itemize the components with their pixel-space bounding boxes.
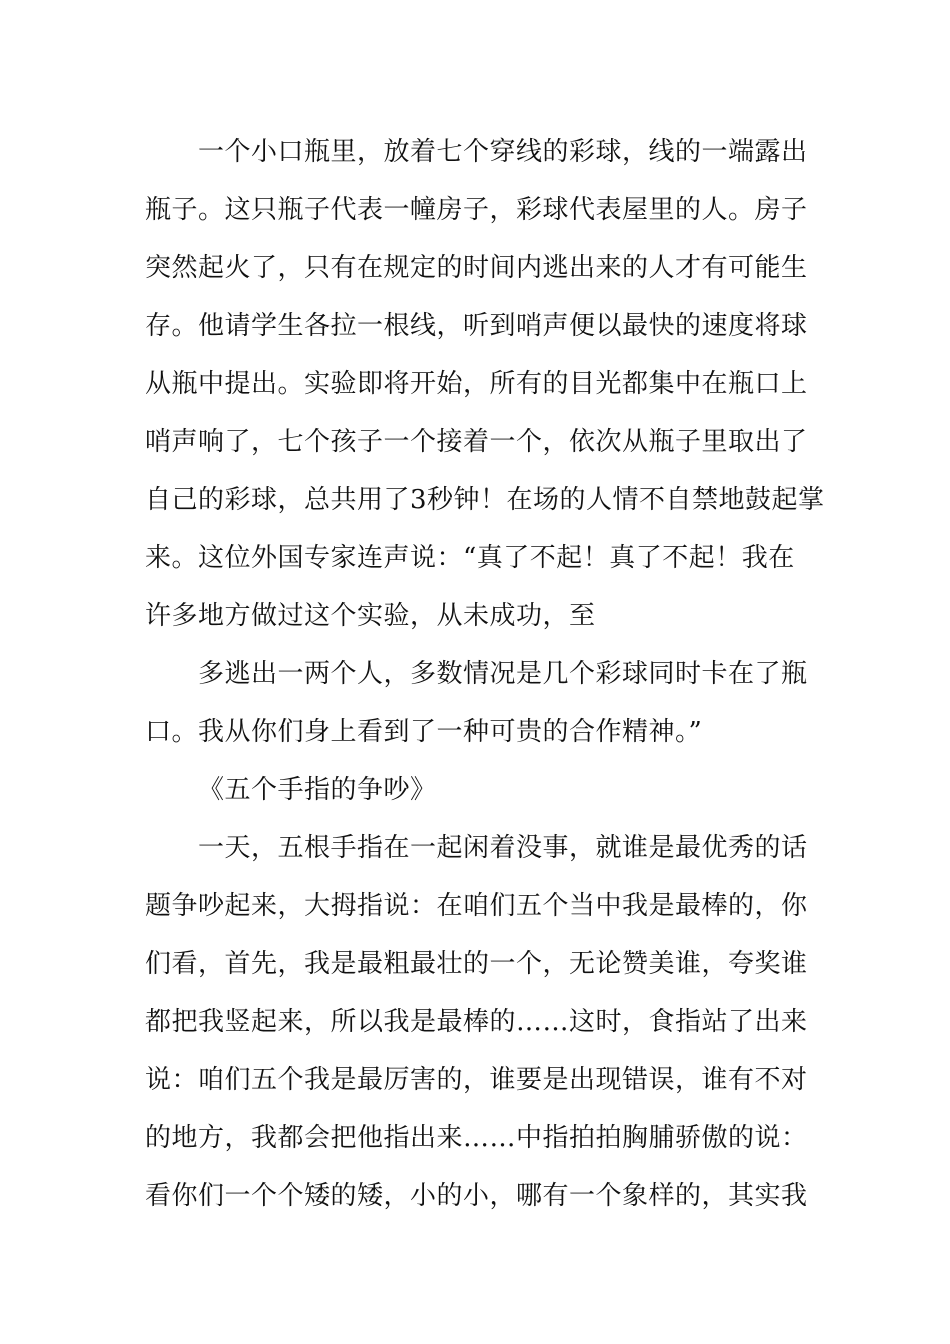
paragraph-line: 瓶子。这只瓶子代表一幢房子，彩球代表屋里的人。房子 [145,195,808,225]
paragraph-line: 的地方，我都会把他指出来……中指拍拍胸脯骄傲的说： [145,1123,808,1153]
paragraph-line: 多逃出一两个人，多数情况是几个彩球同时卡在了瓶 [198,659,808,689]
paragraph-line: 一个小口瓶里，放着七个穿线的彩球，线的一端露出 [198,137,808,167]
paragraph-line: 都把我竖起来，所以我是最棒的……这时，食指站了出来 [145,1007,808,1037]
paragraph-line: 一天，五根手指在一起闲着没事，就谁是最优秀的话 [198,833,808,863]
story-title: 《五个手指的争吵》 [198,775,437,805]
paragraph-line: 许多地方做过这个实验，从未成功，至 [145,601,596,631]
paragraph-line: 看你们一个个矮的矮，小的小，哪有一个象样的，其实我 [145,1181,808,1211]
paragraph-line: 突然起火了，只有在规定的时间内逃出来的人才有可能生 [145,253,808,283]
paragraph-line: 说：咱们五个我是最厉害的，谁要是出现错误，谁有不对 [145,1065,808,1095]
paragraph-line: 口。我从你们身上看到了一种可贵的合作精神。” [145,717,703,747]
paragraph-line: 存。他请学生各拉一根线，听到哨声便以最快的速度将球 [145,311,808,341]
paragraph-line: 们看，首先，我是最粗最壮的一个，无论赞美谁，夸奖谁 [145,949,808,979]
paragraph-line: 从瓶中提出。实验即将开始，所有的目光都集中在瓶口上 [145,369,808,399]
paragraph-line: 自己的彩球，总共用了3秒钟！在场的人情不自禁地鼓起掌 [145,485,825,515]
paragraph-line: 来。这位外国专家连声说：“真了不起！真了不起！我在 [145,543,795,573]
paragraph-line: 题争吵起来，大拇指说：在咱们五个当中我是最棒的，你 [145,891,808,921]
paragraph-line: 哨声响了，七个孩子一个接着一个，依次从瓶子里取出了 [145,427,808,457]
